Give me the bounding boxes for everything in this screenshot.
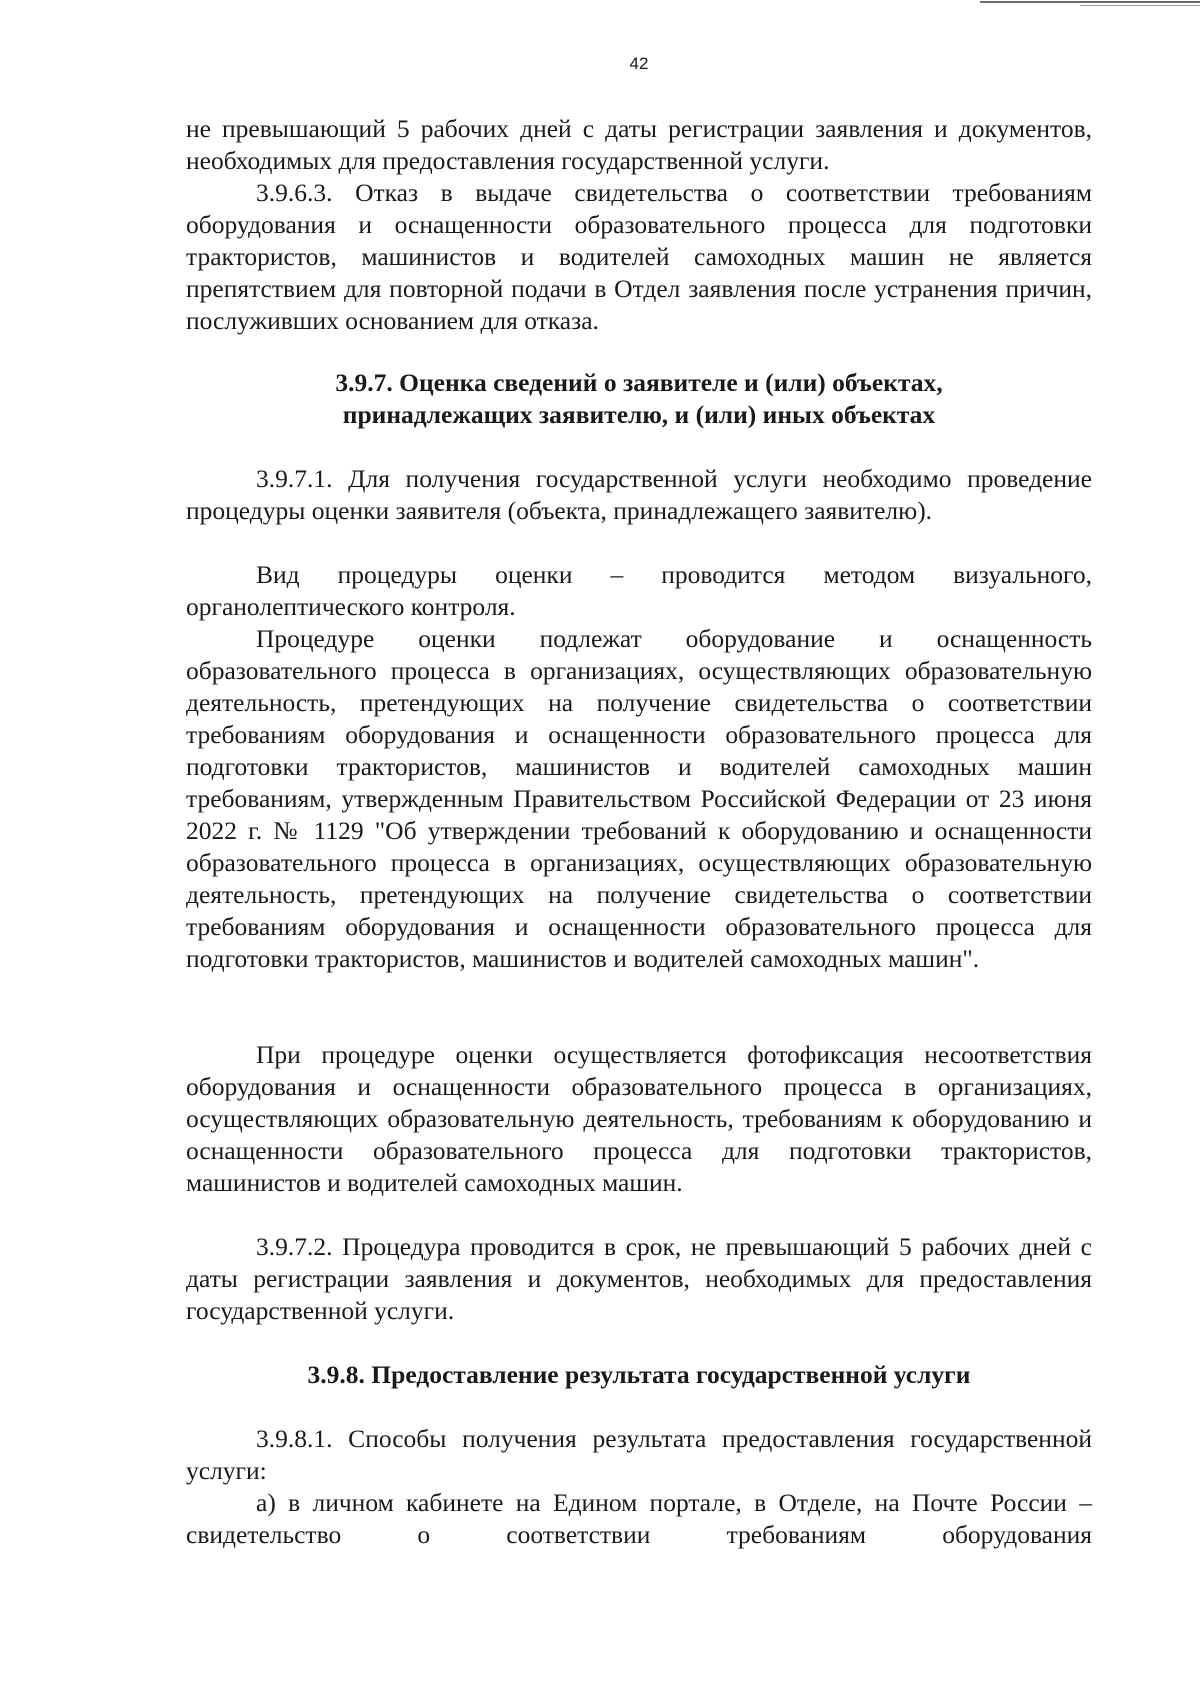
paragraph-3-9-7-2 [186,1231,1092,1327]
section-heading-3-9-8 [186,1359,1092,1391]
paragraph-text: 3.9.6.3. Отказ в выдаче свидетельства о соответствии требованиям оборудования и оснащенности образовательного процесса для подготовки трактористов, машинистов и водителей самоходных машин не является препятствием для повторной подачи в Отдел заявления после устранения причин, послуживших основанием для отказа. [186,178,1092,335]
page-number: 42 [629,54,649,73]
paragraph-item-a [186,1487,1092,1551]
paragraph-text: 3.9.8.1. Способы получения результата предоставления государственной услуги: [186,1424,1092,1485]
paragraph-continuation [186,113,1092,177]
paragraph-text: При процедуре оценки осуществляется фотофиксация несоответствия оборудования и оснащенности образовательного процесса в организациях, осуществляющих образовательную деятельность, требованиям к оборудованию и оснащенности образовательного процесса для подготовки трактористов, машинистов и водителей самоходных машин. [186,1040,1092,1197]
heading-line: принадлежащих заявителю, и (или) иных объектах [342,400,936,429]
paragraph-procedure-type [186,559,1092,623]
heading-line: 3.9.7. Оценка сведений о заявителе и (или) объектах, [335,368,943,397]
paragraph-3-9-8-1 [186,1423,1092,1487]
paragraph-3-9-6-3 [186,177,1092,337]
paragraph-text: а) в личном кабинете на Едином портале, в Отделе, на Почте России – свидетельство о соответствии требованиям оборудования [186,1488,1092,1549]
paragraph-text: 3.9.7.1. Для получения государственной услуги необходимо проведение процедуры оценки заявителя (объекта, принадлежащего заявителю). [186,464,1092,525]
scan-line [1080,5,1200,6]
paragraph-procedure-subject [186,623,1092,975]
paragraph-text: Процедуре оценки подлежат оборудование и оснащенность образовательного процесса в организациях, осуществляющих образовательную деятельность, претендующих на получение свидетельства о соответствии требованиям оборудования и оснащенности образовательного процесса для подготовки трактористов, машинистов и водителей самоходных машин требованиям, утвержденным Правительством Российской Федерации от 23 июня 2022 г. № 1129 "Об утверждении требований к оборудованию и оснащенности образовательного процесса в организациях, осуществляющих образовательную деятельность, претендующих на получение свидетельства о соответствии требованиям оборудования и оснащенности образовательного процесса для подготовки трактористов, машинистов и водителей самоходных машин". [186,624,1092,973]
document-page [186,0,1092,1696]
heading-line: 3.9.8. Предоставление результата государственной услуги [307,1360,971,1389]
paragraph-text: не превышающий 5 рабочих дней с даты регистрации заявления и документов, необходимых для предоставления государственной услуги. [186,114,1092,175]
paragraph-text: Вид процедуры оценки – проводится методом визуального, органолептического контроля. [186,560,1092,621]
paragraph-photofixation [186,1039,1092,1199]
paragraph-text: 3.9.7.2. Процедура проводится в срок, не превышающий 5 рабочих дней с даты регистрации заявления и документов, необходимых для предоставления государственной услуги. [186,1232,1092,1325]
paragraph-3-9-7-1 [186,463,1092,527]
section-heading-3-9-7 [186,367,1092,431]
